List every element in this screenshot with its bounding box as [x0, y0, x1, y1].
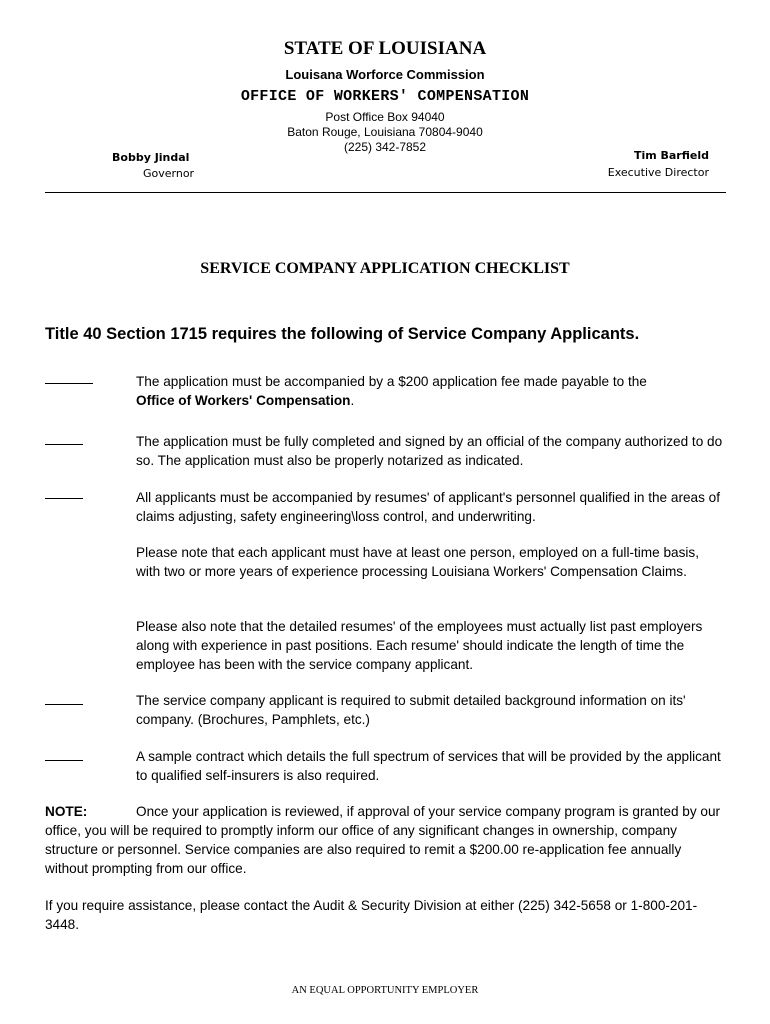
checklist-item-5: A sample contract which details the full spectrum of services that will be provided by the applicant to qualified self-insurers is also required. — [136, 749, 721, 783]
checklist-item-1-suffix: . — [350, 393, 355, 408]
footer-text: AN EQUAL OPPORTUNITY EMPLOYER — [291, 985, 479, 996]
checklist-item-1 — [136, 372, 726, 410]
address-line-1: Post Office Box 94040 — [325, 110, 445, 124]
checklist-item-1-text: The application must be accompanied by a $200 application fee made payable to the — [136, 374, 647, 389]
address-line-2: Baton Rouge, Louisiana 70804-9040 — [287, 125, 483, 139]
note-text: Once your application is reviewed, if approval of your service company program is granted by our office, you will be required to promptly inform our office of any significant changes in ownership, company structure or personnel. Service companies are also required to remit a $200.00 re-application fee annually without prompting from our office. — [45, 804, 721, 876]
checklist-item-2: The application must be fully completed and signed by an official of the company authorized to do so. The application must also be properly notarized as indicated. — [136, 434, 723, 468]
agency-name: Louisana Worforce Commission — [285, 67, 485, 82]
checklist-blank-3[interactable] — [45, 498, 83, 499]
checklist-item-4: The service company applicant is required to submit detailed background information on its' company. (Brochures, Pamphlets, etc.) — [136, 693, 686, 727]
governor-title: Governor — [143, 167, 195, 180]
section-heading: Title 40 Section 1715 requires the following of Service Company Applicants. — [45, 325, 640, 343]
phone-number: (225) 342-7852 — [343, 140, 427, 154]
checklist-item-1-bold: Office of Workers' Compensation — [136, 393, 351, 408]
header-divider — [45, 192, 726, 193]
checklist-item-3: All applicants must be accompanied by resumes' of applicant's personnel qualified in the areas of claims adjusting, safety engineering\loss control, and underwriting. — [136, 490, 721, 524]
state-title: STATE OF LOUISIANA — [283, 38, 487, 59]
note-label: NOTE: — [45, 804, 88, 819]
checklist-blank-1[interactable] — [45, 383, 93, 384]
checklist-blank-5[interactable] — [45, 760, 83, 761]
document-title: SERVICE COMPANY APPLICATION CHECKLIST — [200, 260, 570, 277]
checklist-note-1: Please note that each applicant must have at least one person, employed on a full-time basis, with two or more years of experience processing Louisiana Workers' Compensation Claims. — [136, 545, 699, 579]
director-name: Tim Barfield — [633, 149, 709, 162]
assistance-paragraph: If you require assistance, please contact the Audit & Security Division at either (225) 342-5658 or 1-800-201-3448. — [45, 898, 698, 932]
checklist-note-2: Please also note that the detailed resumes' of the employees must actually list past employers along with experience in past positions. Each resume' should indicate the length of time the employee has been with the service company applicant. — [136, 619, 703, 672]
director-title: Executive Director — [607, 166, 709, 179]
checklist-blank-2[interactable] — [45, 444, 83, 445]
checklist-blank-4[interactable] — [45, 704, 83, 705]
office-name: OFFICE OF WORKERS' COMPENSATION — [240, 88, 530, 105]
governor-name: Bobby Jindal — [112, 151, 190, 164]
note-paragraph — [45, 802, 727, 878]
